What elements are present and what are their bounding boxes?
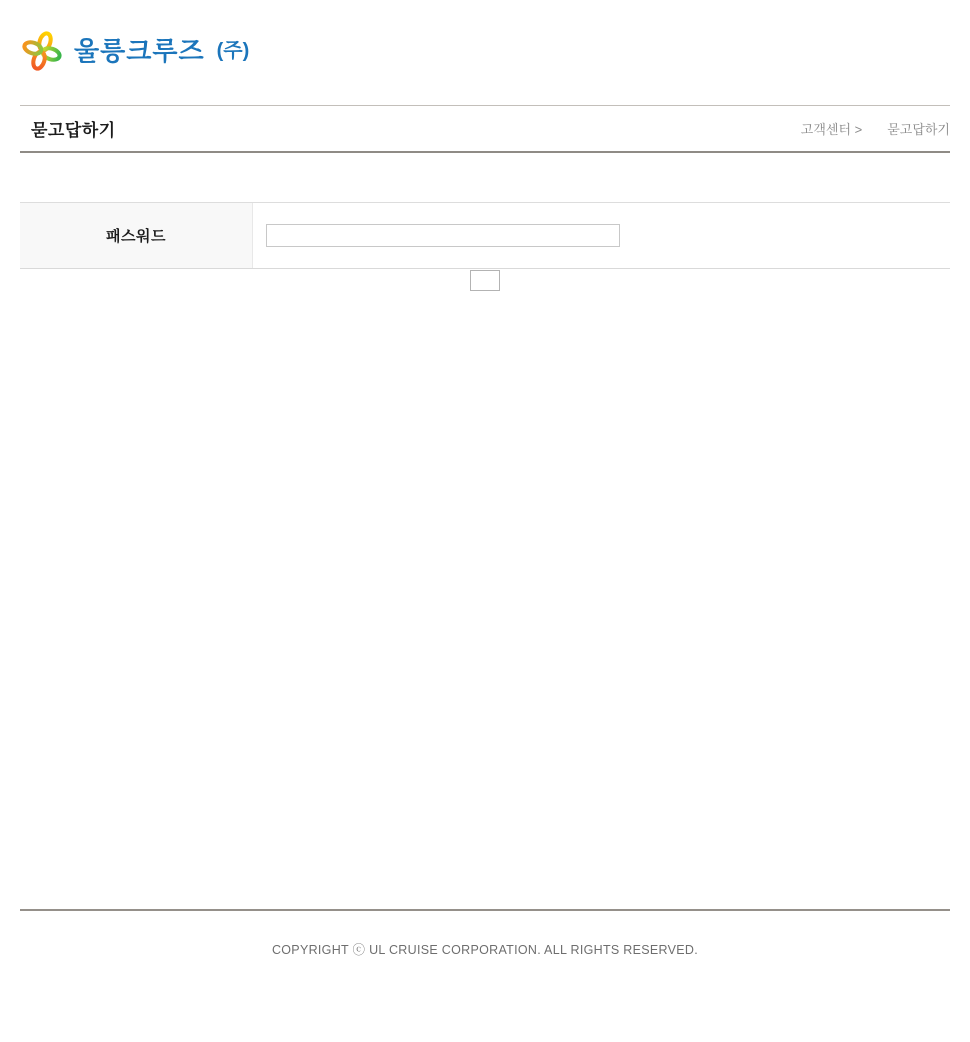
password-input-cell bbox=[253, 203, 950, 268]
page-title: 묻고답하기 bbox=[31, 121, 116, 140]
content-spacer bbox=[0, 291, 970, 909]
password-input[interactable] bbox=[266, 224, 620, 247]
header bbox=[20, 0, 950, 105]
password-label: 패스워드 bbox=[20, 203, 253, 268]
breadcrumb bbox=[801, 119, 950, 138]
copyright-text: COPYRIGHT ⓒ UL CRUISE CORPORATION. ALL RIGHTS RESERVED. bbox=[271, 943, 699, 957]
breadcrumb-current: 묻고답하기 bbox=[887, 122, 950, 137]
footer bbox=[20, 940, 950, 958]
footer-divider bbox=[20, 909, 950, 911]
breadcrumb-parent[interactable]: 고객센터 > bbox=[800, 122, 863, 137]
password-form bbox=[20, 202, 950, 269]
logo-text: 울릉크루즈 bbox=[74, 36, 205, 66]
submit-button[interactable] bbox=[470, 270, 500, 291]
logo-suffix: (주) bbox=[216, 40, 250, 62]
submit-area bbox=[0, 270, 970, 291]
pinwheel-logo-icon bbox=[20, 28, 64, 74]
password-form-row bbox=[20, 203, 950, 268]
logo[interactable] bbox=[20, 28, 250, 74]
title-bar bbox=[20, 105, 950, 153]
